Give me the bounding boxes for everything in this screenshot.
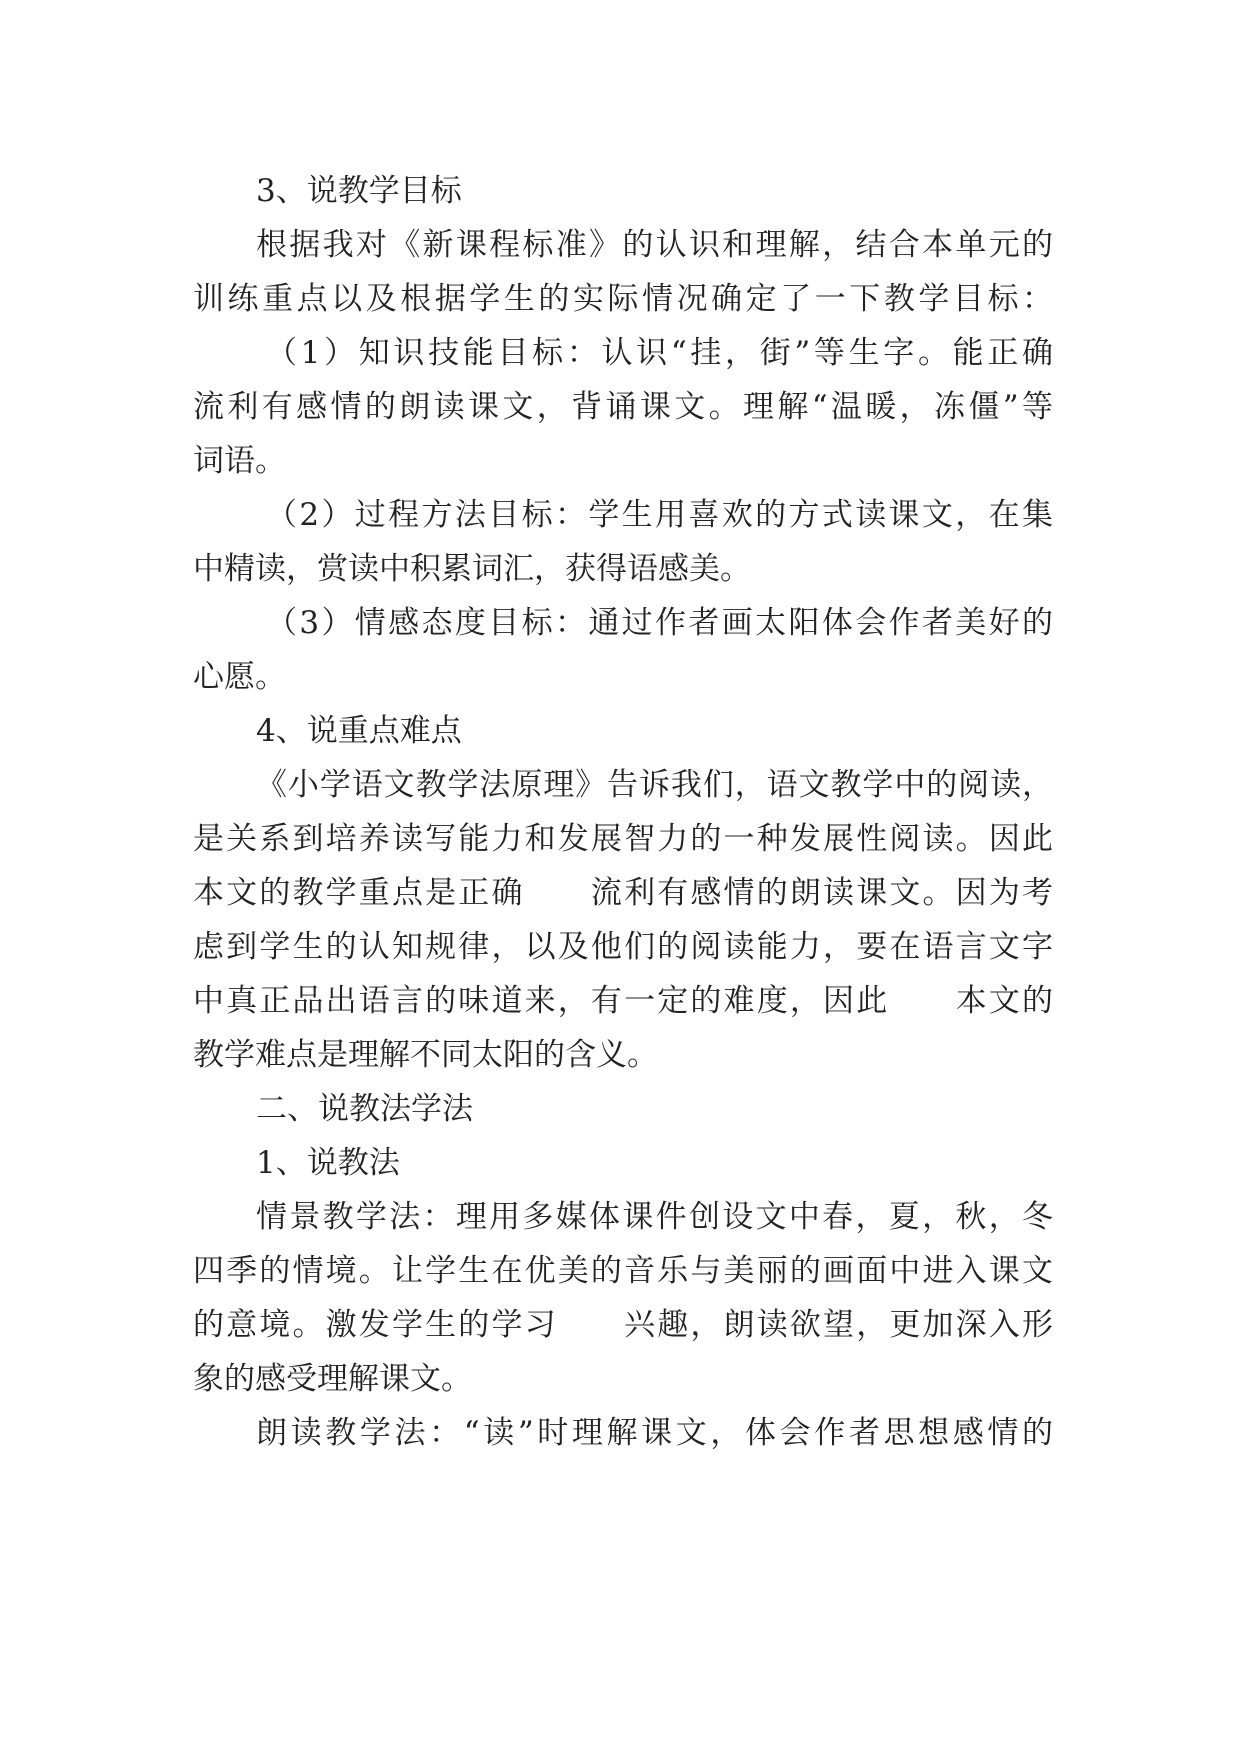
- paragraph-line: 象的感受理解课文。: [193, 1361, 472, 1397]
- list-item-line: 中精读，赏读中积累词汇，获得语感美。: [193, 551, 751, 587]
- heading-methods: 二、说教法学法: [256, 1091, 473, 1127]
- list-item-line: （1）知识技能目标：认识“挂，街”等生字。能正确: [266, 335, 1053, 371]
- paragraph-line: 中真正品出语言的味道来，有一定的难度，因此 本文的: [193, 983, 1053, 1019]
- heading-key-points: 4、说重点难点: [256, 713, 462, 749]
- paragraph-line: 朗读教学法：“读”时理解课文，体会作者思想感情的: [256, 1415, 1053, 1451]
- paragraph-line: 本文的教学重点是正确 流利有感情的朗读课文。因为考: [193, 875, 1053, 911]
- paragraph-line: 训练重点以及根据学生的实际情况确定了一下教学目标：: [193, 281, 1053, 317]
- paragraph-line: 虑到学生的认知规律，以及他们的阅读能力，要在语言文字: [193, 929, 1053, 965]
- paragraph-line: 的意境。激发学生的学习 兴趣，朗读欲望，更加深入形: [193, 1307, 1053, 1343]
- list-item-line: （3）情感态度目标：通过作者画太阳体会作者美好的: [266, 605, 1053, 641]
- paragraph-line: 教学难点是理解不同太阳的含义。: [193, 1037, 658, 1073]
- list-item-line: （2）过程方法目标：学生用喜欢的方式读课文，在集: [266, 497, 1053, 533]
- heading-teaching-method: 1、说教法: [256, 1145, 400, 1181]
- paragraph-line: 情景教学法：理用多媒体课件创设文中春，夏，秋，冬: [256, 1199, 1053, 1235]
- list-item-line: 词语。: [193, 443, 286, 479]
- paragraph-line: 《小学语文教学法原理》告诉我们，语文教学中的阅读，: [256, 767, 1053, 803]
- list-item-line: 心愿。: [193, 659, 286, 695]
- list-item-line: 流利有感情的朗读课文，背诵课文。理解“温暖，冻僵”等: [193, 389, 1053, 425]
- paragraph-line: 四季的情境。让学生在优美的音乐与美丽的画面中进入课文: [193, 1253, 1053, 1289]
- heading-teaching-goals: 3、说教学目标: [256, 173, 462, 209]
- paragraph-line: 根据我对《新课程标准》的认识和理解，结合本单元的: [256, 227, 1053, 263]
- paragraph-line: 是关系到培养读写能力和发展智力的一种发展性阅读。因此: [193, 821, 1053, 857]
